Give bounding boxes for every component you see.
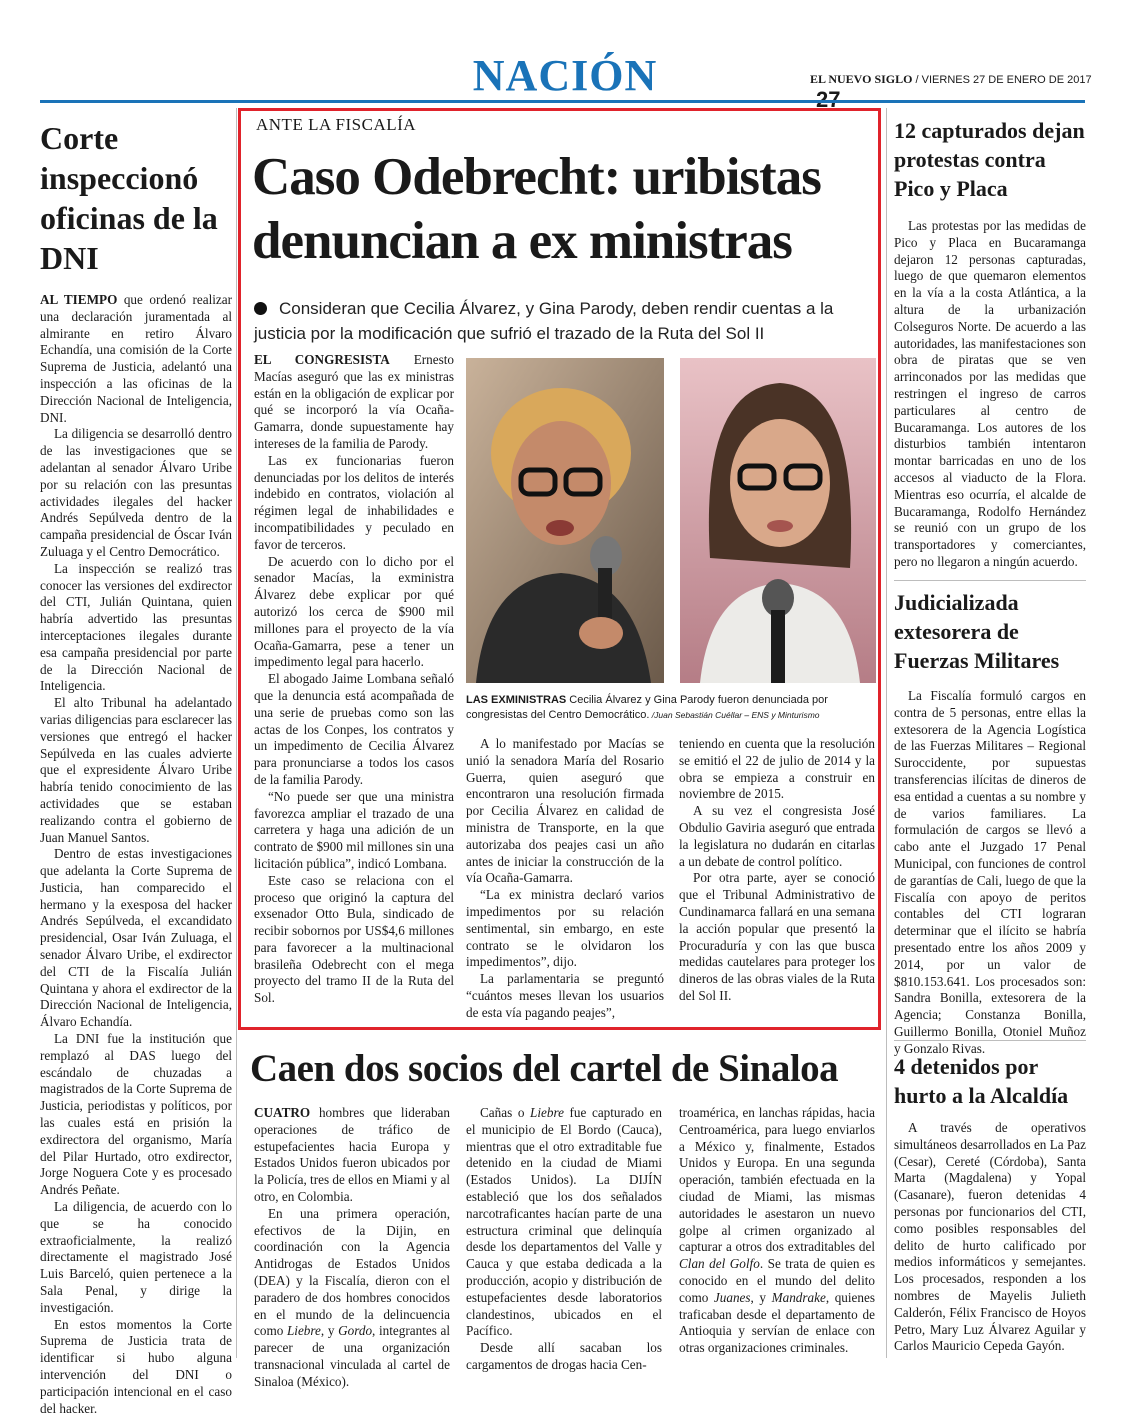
paragraph: troamérica, en lanchas rápidas, hacia Centroamérica, para luego enviarlos a México y, finalmente, Estados Unidos y Europa. En una segunda operación, también efectuada en la ciudad de Miami, las mismas autoridades le asestaron un nuevo golpe al crimen organizado al capturar a otros dos extraditables del Clan del Golfo. Se trata de quien es conocido en el mundo del delito como Juanes, y Mandrake, quienes traficaban desde el departamento de Antioquia y servían de enlace con otras organizaciones criminales. bbox=[679, 1105, 875, 1356]
paragraph: El abogado Jaime Lombana señaló que la denuncia está acompañada de una serie de pruebas como son las actas de los Conpes, los contratos y un impedimento de Cecilia Álvarez para pronunciarse a todos los casos de la familia Parody. bbox=[254, 671, 454, 787]
right-mid-body bbox=[894, 688, 1086, 1058]
sinaloa-col2 bbox=[466, 1105, 662, 1374]
paragraph: La Fiscalía formuló cargos en contra de 5 personas, entre ellas la extesorera de la Agencia Logística de las Fuerzas Militares – Regional Suroccidente, por supuestas transferencias ilícitas de dineros de esa entidad a cuentas a su nombre y de varios familiares. La formulación de cargos se llevó a cabo ante el Juzgado 17 Penal Municipal, con funciones de control de garantías de Cali, luego de que la Fiscalía con apoyo de peritos contables del CTI lograran determinar que el ilícito se habría presentado entre los años 2009 y 2014, por un valor de $810.153.641. Los procesados son: Sandra Bonilla, extesorera de la Agencia; Constanza Bonilla, Guillermo Bonilla, Otoniel Muñoz y Gonzalo Rivas. bbox=[894, 688, 1086, 1056]
portrait-illustration bbox=[466, 358, 664, 683]
paragraph: Este caso se relaciona con el proceso que originó la captura del exsenador Otto Bula, sindicado de recibir sobornos por US$4,6 millones para favorecer a la multinacional brasileña Odebrecht con el mega proyecto del tramo II de la Ruta del Sol. bbox=[254, 872, 454, 1006]
portrait-illustration bbox=[680, 358, 876, 683]
paragraph: A lo manifestado por Macías se unió la senadora María del Rosario Guerra, quien aseguró que encontraron una resolución firmada por Cecilia Álvarez en calidad de ministra de Transporte, en la que autorizaba dos peajes casi un año antes de iniciar la construcción de la vía Ocaña-Gamarra. bbox=[466, 736, 664, 886]
main-article-col1 bbox=[254, 352, 454, 1007]
article-separator bbox=[894, 580, 1086, 581]
main-headline: Caso Odebrecht: uribistas denuncian a ex ministras bbox=[252, 148, 821, 270]
photo-credit: /Juan Sebastián Cuéllar – ENS y Minturismo bbox=[649, 710, 820, 720]
sinaloa-col3 bbox=[679, 1105, 875, 1357]
lead-word: AL TIEMPO bbox=[40, 292, 118, 307]
sinaloa-headline: Caen dos socios del cartel de Sinaloa bbox=[250, 1047, 839, 1090]
right-top-body bbox=[894, 218, 1086, 571]
masthead bbox=[810, 72, 1120, 113]
paragraph: AL TIEMPO que ordenó realizar una declaración juramentada al almirante en retiro Álvaro Echandía, una comisión de la Corte Suprema de Justicia, adelantó una inspección a las oficinas de la Dirección Nacional de Inteligencia, DNI. bbox=[40, 292, 233, 425]
left-article-body bbox=[40, 292, 232, 1417]
paragraph: Dentro de estas investigaciones que adelanta la Corte Suprema de Justicia, han comparecido el hermano y la exesposa del hacker Andrés Sepúlveda, el excandidato presidencial, Osar Iván Zuluaga, el senador Álvaro Uribe, el exdirector del CTI de la Fiscalía Julián Quintana y ahora el exdirector de la Dirección Nacional de Inteligencia, Álvaro Echandía. bbox=[40, 846, 232, 1030]
paragraph: La inspección se realizó tras conocer las versiones del exdirector del CTI, Julián Quintana, quien habría advertido las presuntas interceptaciones ilegales durante esa campaña presidencial por parte de la Dirección Nacional de Inteligencia. bbox=[40, 560, 232, 694]
column-rule bbox=[236, 108, 237, 1358]
paragraph: En estos momentos la Corte Suprema de Justicia trata de identificar si hubo alguna intervención del DNI o participación intencional en el caso del hacker. bbox=[40, 1316, 232, 1416]
article-separator bbox=[894, 1040, 1086, 1041]
sinaloa-col1 bbox=[254, 1105, 450, 1391]
photo-cecilia-alvarez bbox=[466, 358, 664, 683]
paragraph: Desde allí sacaban los cargamentos de drogas hacia Cen- bbox=[466, 1340, 662, 1372]
lead-word: CUATRO bbox=[254, 1105, 311, 1120]
photo-gina-parody bbox=[680, 358, 876, 683]
paragraph: A través de operativos simultáneos desarrollados en La Paz (Cesar), Cereté (Córdoba), Santa Marta (Magdalena) y Yopal (Casanare), fueron detenidas 4 personas por funcionarios del CTI, como posibles responsables del delito de hurto calificado por medios informáticos y semejantes. Los procesados, responden a los nombres de Mayelis Julieth Calderón, Félix Francisco de Hoyos Petro, Mary Luz Álvarez Aguilar y Carlos Mauricio Cepeda Gayón. bbox=[894, 1120, 1086, 1354]
paragraph: El alto Tribunal ha adelantado varias diligencias para esclarecer las versiones que entregó el hacker Sepúlveda en las cuales advierte que el expresidente Álvaro Uribe habría tenido conocimiento de las actividades que se estaban realizando contra el gobierno de Juan Manuel Santos. bbox=[40, 695, 232, 845]
article-subhead: Consideran que Cecilia Álvarez, y Gina Parody, deben rendir cuentas a la justicia por la modificación que sufrió el trazado de la Ruta del Sol II bbox=[254, 299, 834, 343]
left-article-headline: Corte inspeccionó oficinas de la DNI bbox=[40, 120, 218, 276]
paragraph: La diligencia se desarrolló dentro de las investigaciones que se adelantan al senador Álvaro Uribe por su relación con las presuntas actividades ilegales del hacker Andrés Sepúlveda dentro de la campaña presidencial de Óscar Iván Zuluaga y el Centro Democrático. bbox=[40, 426, 232, 559]
paragraph: Las protestas por las medidas de Pico y Placa en Bucaramanga dejaron 12 personas capturadas, luego de que quemaron elementos en la vía a la costa Atlántica, a la altura de la urbanización Colseguros Norte. De acuerdo a las autoridades, las manifestaciones son obra de piratas que se ven arrinconados por las medidas que restringen el ingreso de carros particulares al centro de Bucaramanga. Los autores de los disturbios también intentaron montar barricadas en uno de los accesos al viaducto de la Flora. Mientras eso ocurría, el alcalde de Bucaramanga, Rodolfo Hernández se reunió con un grupo de los transportadores y comerciantes, pero no llegaron a ningún acuerdo. bbox=[894, 218, 1086, 569]
paragraph: EL CONGRESISTA Ernesto Macías aseguró que las ex ministras están en la obligación de explicar por qué se incorporó la vía Ocaña-Gamarra, donde supuestamente hay intereses de la familia de Parody. bbox=[254, 352, 454, 451]
right-mid-headline: Judicializada extesorera de Fuerzas Militares bbox=[894, 590, 1060, 673]
section-title: NACIÓN bbox=[472, 51, 658, 100]
paragraph: “No puede ser que una ministra favorezca ampliar el trazado de una carretera y haga una adición de un contrato de $900 mil millones sin una licitación pública”, indicó Lombana. bbox=[254, 788, 454, 871]
main-article-col3 bbox=[679, 736, 875, 1005]
article-kicker: ANTE LA FISCALÍA bbox=[256, 115, 417, 134]
right-bottom-body bbox=[894, 1120, 1086, 1355]
newspaper-name: EL NUEVO SIGLO bbox=[810, 72, 913, 86]
paragraph: La parlamentaria se preguntó “cuántos meses llevan los usuarios de esta vía pagando peajes”, bbox=[466, 971, 664, 1020]
header-rule bbox=[40, 100, 1085, 103]
right-top-headline: 12 capturados dejan protestas contra Pico y Placa bbox=[894, 118, 1085, 201]
paragraph: “La ex ministra declaró varios impedimentos por su relación sentimental, sin embargo, en este contrato se le olvidaron los impedimentos”, dijo. bbox=[466, 887, 664, 970]
issue-date: / VIERNES 27 DE ENERO DE 2017 bbox=[915, 74, 1092, 86]
paragraph: La DNI fue la institución que remplazó al DAS luego del escándalo de chuzadas a magistrados de la Corte Suprema de Justicia, periodistas y políticos, por las cuales está en prisión la exdirectora del organismo, María del Pilar Hurtado, otro exdirector, Jorge Noguera Cote y es procesado Andrés Peñate. bbox=[40, 1031, 232, 1198]
paragraph: Por otra parte, ayer se conoció que el Tribunal Administrativo de Cundinamarca fallará en una semana la acción popular que presentó la Procuraduría y con las que busca medidas cautelares para proteger los dineros de las obras viales de la Ruta del Sol II. bbox=[679, 870, 875, 1003]
photo-caption: LAS EXMINISTRAS Cecilia Álvarez y Gina Parody fueron denunciada por congresistas del Centro Democrático. /Juan Sebastián Cuéllar – ENS y Minturismo bbox=[466, 694, 828, 721]
bullet-icon bbox=[254, 302, 267, 315]
column-rule bbox=[886, 108, 887, 1358]
paragraph: La diligencia, de acuerdo con lo que se ha conocido extraoficialmente, la realizó directamente el magistrado José Luis Barceló, quien pertenece a la Sala Penal, y dirige la investigación. bbox=[40, 1199, 232, 1315]
paragraph: Las ex funcionarias fueron denunciadas por los delitos de interés indebido en contratos, violación al régimen legal de inhabilidades e incompatibilidades y peculado en favor de terceros. bbox=[254, 452, 454, 552]
paragraph: En una primera operación, efectivos de la Dijin, en coordinación con la Agencia Antidrogas de Estados Unidos (DEA) y la Fiscalía, dieron con el paradero de dos hombres conocidos en el mundo de la delincuencia como Liebre, y Gordo, integrantes al parecer de una organización transnacional vinculada al cartel de Sinaloa (México). bbox=[254, 1205, 451, 1389]
right-bottom-headline: 4 detenidos por hurto a la Alcaldía bbox=[894, 1054, 1069, 1108]
paragraph: teniendo en cuenta que la resolución se emitió el 22 de julio de 2014 y la obra se empieza a construir en noviembre de 2015. bbox=[679, 736, 875, 802]
paragraph: De acuerdo con lo dicho por el senador Macías, la exministra Álvarez debe explicar por qué autorizó los cerca de $900 mil millones para el proyecto de la vía Ocaña-Gamarra, pese a tener un impedimento legal para hacerlo. bbox=[254, 553, 454, 670]
paragraph: CUATRO hombres que lideraban operaciones de tráfico de estupefacientes hacia Europa y Estados Unidos fueron ubicados por la Policía, tres de ellos en Miami y al otro, en Colombia. bbox=[254, 1105, 450, 1204]
paragraph: A su vez el congresista José Obdulio Gaviria aseguró que entrada la legislatura no dudarán en citarlas a un debate de control político. bbox=[679, 803, 875, 869]
main-article-col2 bbox=[466, 736, 664, 1022]
caption-lead: LAS EXMINISTRAS bbox=[466, 694, 567, 706]
paragraph: Cañas o Liebre fue capturado en el municipio de El Bordo (Cauca), mientras que el otro extraditable fue detenido en la ciudad de Miami (Estados Unidos). La DIJÍN estableció que los dos señalados narcotraficantes hacían parte de una estructura criminal que delinquía desde los departamentos del Valle y Cauca y que estaba dedicada a la producción, acopio y distribución de estupefacientes desde laboratorios clandestinos, ubicados en el Pacífico. bbox=[466, 1105, 662, 1339]
lead-word: EL CONGRESISTA bbox=[254, 352, 390, 367]
